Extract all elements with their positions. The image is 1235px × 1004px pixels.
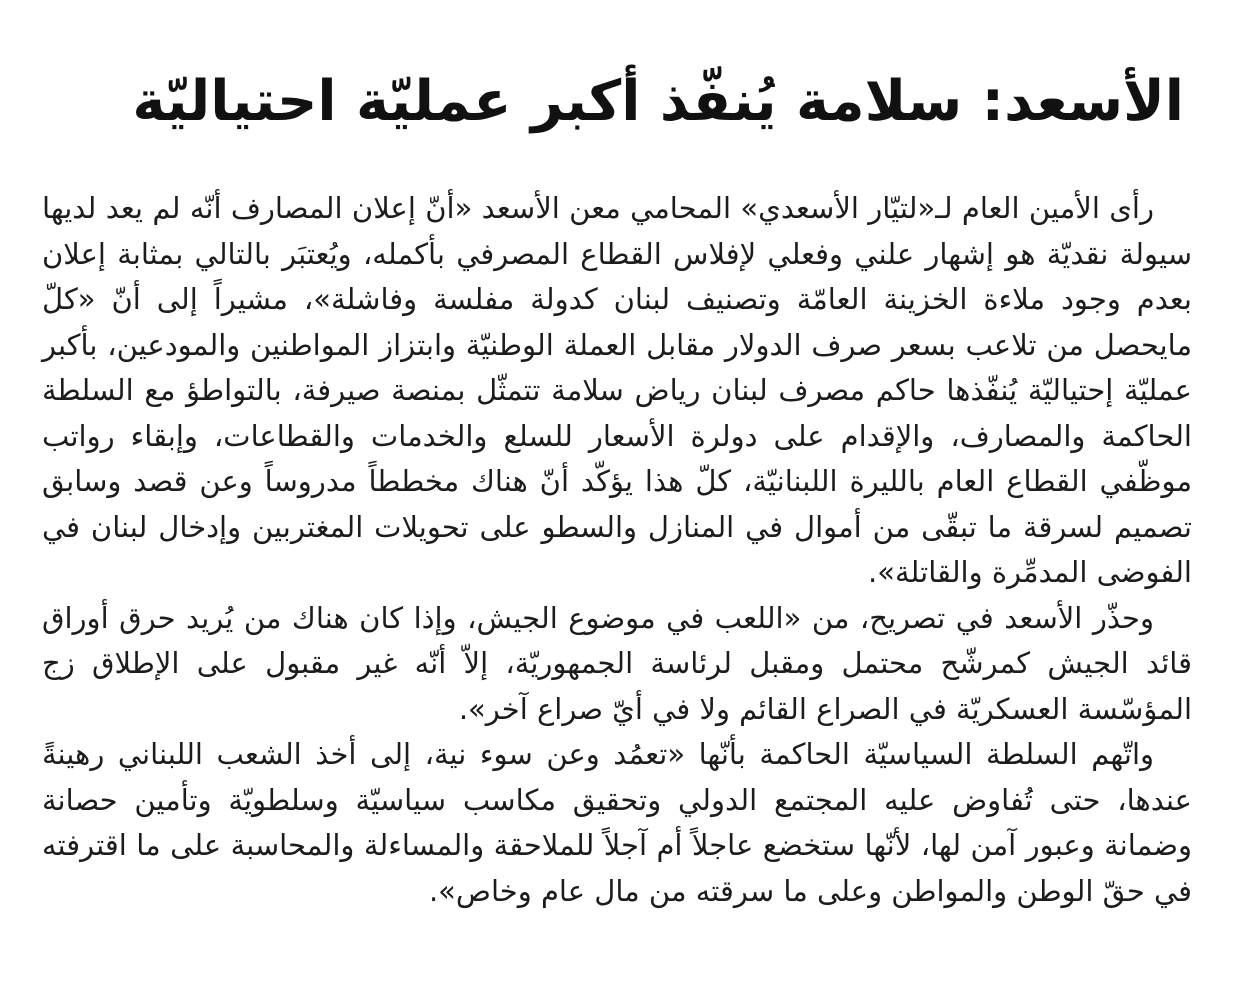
article-headline: الأسعد: سلامة يُنفّذ أكبر عمليّة احتياليّة [132, 69, 1184, 134]
article-body [42, 186, 1192, 914]
article-paragraph: رأى الأمين العام لـ«لتيّار الأسعدي» المحامي معن الأسعد «أنّ إعلان المصارف أنّه لم يعد لديها سيولة نقديّة هو إشهار علني وفعلي لإفلاس القطاع المصرفي بأكمله، ويُعتبَر بالتالي بمثابة إعلان بعدم وجود ملاءة الخزينة العامّة وتصنيف لبنان كدولة مفلسة وفاشلة»، مشيراً إلى أنّ «كلّ مايحصل من تلاعب بسعر صرف الدولار مقابل العملة الوطنيّة وابتزاز المواطنين والمودعين، بأكبر عمليّة إحتياليّة يُنفّذها حاكم مصرف لبنان رياض سلامة تتمثّل بمنصة صيرفة، بالتواطؤ مع السلطة الحاكمة والمصارف، والإقدام على دولرة الأسعار للسلع والخدمات والقطاعات، وإبقاء رواتب موظّفي القطاع العام بالليرة اللبنانيّة، كلّ هذا يؤكّد أنّ هناك مخططاً مدروساً وعن قصد وسابق تصميم لسرقة ما تبقّى من أموال في المنازل والسطو على تحويلات المغتربين وإدخال لبنان في الفوضى المدمِّرة والقاتلة». [42, 191, 1192, 589]
article-paragraph: واتّهم السلطة السياسيّة الحاكمة بأنّها «تعمُد وعن سوء نية، إلى أخذ الشعب اللبناني رهينةً عندها، حتى تُفاوض عليه المجتمع الدولي وتحقيق مكاسب سياسيّة وسلطويّة وتأمين حصانة وضمانة وعبور آمن لها، لأنّها ستخضع عاجلاً أم آجلاً للملاحقة والمساءلة والمحاسبة على ما اقترفته في حقّ الوطن والمواطن وعلى ما سرقته من مال عام وخاص». [42, 737, 1192, 908]
article-paragraph: وحذّر الأسعد في تصريح، من «اللعب في موضوع الجيش، وإذا كان هناك من يُريد حرق أوراق قائد الجيش كمرشّح محتمل ومقبل لرئاسة الجمهوريّة، إلاّ أنّه غير مقبول على الإطلاق زج المؤسّسة العسكريّة في الصراع القائم ولا في أيّ صراع آخر». [42, 600, 1192, 726]
news-article [42, 58, 1192, 914]
